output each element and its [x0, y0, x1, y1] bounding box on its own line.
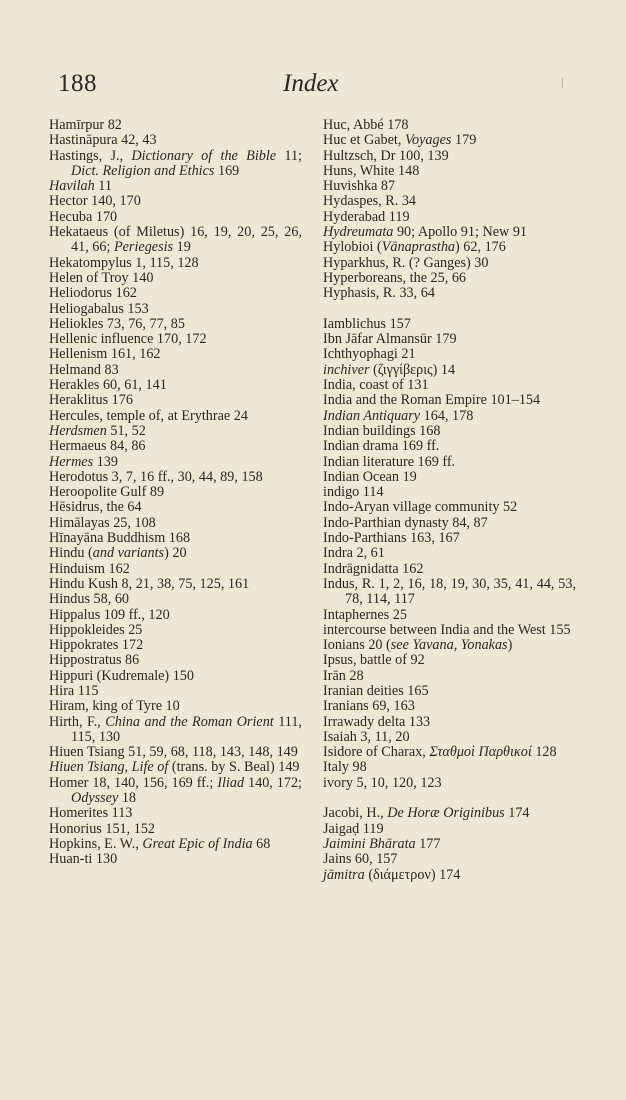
index-entry-italic-text: Dictionary of the Bible — [131, 147, 277, 164]
index-entry-text: Hīnayāna Buddhism 168 — [49, 530, 191, 547]
index-entry — [323, 806, 576, 821]
index-entry-text: Indra 2, 61 — [323, 545, 385, 562]
index-entry — [323, 699, 576, 714]
index-entry-text: Indian drama 169 ff. — [323, 438, 440, 455]
index-entry — [49, 715, 302, 746]
index-entry-text: Italy 98 — [323, 759, 367, 776]
index-entry — [49, 546, 302, 561]
index-entry — [49, 562, 302, 577]
index-entry-italic-text: Voyages — [404, 132, 452, 149]
index-entry — [49, 409, 302, 424]
index-entry — [323, 868, 576, 883]
index-entry — [49, 179, 302, 194]
index-entry — [323, 638, 576, 653]
index-entry-text: Hindu ( — [49, 545, 93, 562]
index-entry-text: 90; Apollo 91; New 91 — [393, 224, 528, 241]
index-entry-italic-text: Havilah — [49, 178, 95, 195]
index-entry-italic-text: Hydreumata — [323, 224, 394, 241]
index-entry-text: Iamblichus 157 — [323, 315, 411, 332]
index-entry — [323, 194, 576, 209]
index-entry — [323, 760, 576, 775]
index-entry-text: 179 — [451, 132, 477, 149]
index-entry-text: Indo-Parthian dynasty 84, 87 — [323, 514, 488, 531]
index-entry-text: Hector 140, 170 — [49, 193, 141, 210]
index-entry-italic-text: inchiver — [323, 361, 370, 378]
index-entry-text: Hastināpura 42, 43 — [49, 132, 157, 149]
index-entry-text: Hira 115 — [49, 682, 99, 699]
index-entry — [49, 806, 302, 821]
index-entry-text: 164, 178 — [420, 407, 474, 424]
index-entry-text: Irrawady delta 133 — [323, 713, 431, 730]
index-entry-text: Hylobioi ( — [323, 239, 382, 256]
index-column-left — [49, 118, 302, 868]
index-entry-text: intercourse between India and the West 155 — [323, 621, 571, 638]
index-entry — [323, 822, 576, 837]
index-entry — [49, 577, 302, 592]
index-entry — [49, 118, 302, 133]
index-entry — [323, 317, 576, 332]
index-entry — [49, 210, 302, 225]
index-entry — [49, 760, 302, 775]
index-entry-text: Hultzsch, Dr 100, 139 — [323, 147, 449, 164]
index-entry — [49, 684, 302, 699]
index-entry — [49, 424, 302, 439]
index-entry-italic-text: jāmitra — [323, 866, 365, 883]
index-entry — [323, 852, 576, 867]
index-entry-text: Hekataeus (of Miletus) 16, 19, 20, 25, 26, 41, 66; — [49, 224, 302, 256]
index-entry-italic-text: and variants — [92, 545, 165, 562]
index-entry — [323, 378, 576, 393]
index-entry-text: Hamīrpur 82 — [49, 117, 122, 133]
index-entry — [49, 699, 302, 714]
index-entry-text: Isidore of Charax, — [323, 744, 430, 761]
index-entry-text: Hyphasis, R. 33, 64 — [323, 285, 435, 302]
index-entry-text: Huc et Gabet, — [323, 132, 405, 149]
index-entry-text: Indo-Aryan village community 52 — [323, 499, 518, 516]
index-entry-text: Hyperboreans, the 25, 66 — [323, 269, 467, 286]
index-entry-text: 169 — [214, 162, 240, 179]
index-entry-text: Hirth, F., — [49, 713, 106, 730]
index-entry — [49, 837, 302, 852]
index-entry — [323, 608, 576, 623]
index-entry-italic-text: Vānaprastha — [381, 239, 456, 256]
index-entry — [49, 393, 302, 408]
index-entry — [323, 149, 576, 164]
index-entry-text: Hippalus 109 ff., 120 — [49, 606, 170, 623]
index-entry-text: ) — [507, 637, 513, 654]
index-entry-text: Heraklitus 176 — [49, 392, 133, 409]
running-title: Index — [283, 70, 339, 97]
index-entry — [323, 669, 576, 684]
index-entry-text: Indian literature 169 ff. — [323, 453, 456, 470]
index-entry-text: Intaphernes 25 — [323, 606, 407, 623]
index-entry-text: ivory 5, 10, 120, 123 — [323, 774, 442, 791]
index-entry-text: Hippokrates 172 — [49, 637, 144, 654]
index-entry-text: Heroopolite Gulf 89 — [49, 484, 165, 501]
index-entry — [49, 852, 302, 867]
index-entry-text: ) 20 — [164, 545, 187, 562]
index-entry-text: Hecuba 170 — [49, 208, 118, 225]
index-entry-text: 68 — [252, 835, 271, 852]
index-entry-text: 140, 172; — [244, 774, 302, 791]
section-gap — [323, 791, 576, 806]
index-entry-text: Heliodorus 162 — [49, 285, 137, 302]
index-entry — [49, 149, 302, 180]
index-entry — [49, 592, 302, 607]
index-entry — [323, 837, 576, 852]
index-entry-text: Hellenism 161, 162 — [49, 346, 161, 363]
index-entry — [323, 623, 576, 638]
index-entry-text: 177 — [415, 835, 441, 852]
index-entry-text: (trans. by S. Beal) 149 — [168, 759, 300, 776]
index-entry — [49, 653, 302, 668]
index-entry-text: Herakles 60, 61, 141 — [49, 377, 167, 394]
index-entry-text: India, coast of 131 — [323, 377, 429, 394]
index-entry-text: Helen of Troy 140 — [49, 269, 154, 286]
index-entry-text: Homerites 113 — [49, 805, 133, 822]
index-entry — [323, 485, 576, 500]
index-entry-text: Herodotus 3, 7, 16 ff., 30, 44, 89, 158 — [49, 468, 263, 485]
index-entry-text: Hindu Kush 8, 21, 38, 75, 125, 161 — [49, 575, 250, 592]
index-entry-text: Iranian deities 165 — [323, 682, 429, 699]
index-entry-text: 11 — [94, 178, 112, 195]
index-entry-text: Hekatompylus 1, 115, 128 — [49, 254, 199, 271]
index-entry-text: Homer 18, 140, 156, 169 ff.; — [49, 774, 218, 791]
index-entry-text: (διάμετρον) 174 — [364, 866, 461, 883]
index-entry — [49, 531, 302, 546]
index-entry — [49, 500, 302, 515]
index-entry — [49, 225, 302, 256]
index-entry-text: Huns, White 148 — [323, 162, 420, 179]
index-entry — [323, 393, 576, 408]
index-entry-italic-text: Great Epic of India — [142, 835, 253, 852]
index-entry — [49, 133, 302, 148]
index-entry-text: Irān 28 — [323, 667, 364, 684]
index-entry — [49, 363, 302, 378]
index-entry-text: Iranians 69, 163 — [323, 698, 415, 715]
index-entry — [323, 745, 576, 760]
index-entry-italic-text: Hiuen Tsiang, Life of — [49, 759, 169, 776]
index-entry — [323, 286, 576, 301]
index-entry-text: Hindus 58, 60 — [49, 591, 130, 608]
index-entry-italic-text: Herdsmen — [49, 422, 107, 439]
index-entry — [49, 669, 302, 684]
index-entry-text: Hastings, J., — [49, 147, 132, 164]
index-entry-italic-text: Indian Antiquary — [323, 407, 421, 424]
index-entry-text: Ipsus, battle of 92 — [323, 652, 425, 669]
index-entry-text: Ionians 20 ( — [323, 637, 391, 654]
index-entry-text: Hiuen Tsiang 51, 59, 68, 118, 143, 148, 149 — [49, 744, 298, 761]
index-entry-text: 128 — [531, 744, 557, 761]
index-entry-text: Huc, Abbé 178 — [323, 117, 409, 133]
index-entry-text: Hippokleides 25 — [49, 621, 143, 638]
index-entry-text: Honorius 151, 152 — [49, 820, 156, 837]
index-entry — [323, 225, 576, 240]
index-entry — [49, 608, 302, 623]
index-entry-italic-text: Jaimini Bhārata — [323, 835, 416, 852]
index-entry-text: Hēsidrus, the 64 — [49, 499, 142, 516]
index-entry — [323, 210, 576, 225]
index-entry-text: Ibn Jāfar Almansūr 179 — [323, 331, 457, 348]
index-entry-italic-text: Odyssey — [71, 790, 119, 807]
index-entry — [323, 118, 576, 133]
margin-mark — [562, 78, 563, 88]
index-entry — [323, 684, 576, 699]
index-entry — [49, 470, 302, 485]
index-entry-text: Indian buildings 168 — [323, 422, 441, 439]
index-entry-text: India and the Roman Empire 101–154 — [323, 392, 541, 409]
index-entry-text: 174 — [504, 805, 530, 822]
index-entry-text: Helmand 83 — [49, 361, 119, 378]
index-entry-italic-text: De Horæ Originibus — [387, 805, 505, 822]
index-entry — [323, 164, 576, 179]
index-entry-text: Jains 60, 157 — [323, 851, 398, 868]
index-entry — [323, 363, 576, 378]
index-entry — [323, 133, 576, 148]
index-entry-text: Hopkins, E. W., — [49, 835, 143, 852]
index-entry-text: 139 — [93, 453, 118, 470]
index-entry — [49, 745, 302, 760]
index-entry-text: Hyderabad 119 — [323, 208, 410, 225]
index-entry-italic-text: Iliad — [217, 774, 245, 791]
index-entry — [323, 577, 576, 608]
index-entry-text: indigo 114 — [323, 484, 384, 501]
index-entry — [323, 653, 576, 668]
index-entry-text: Hydaspes, R. 34 — [323, 193, 417, 210]
index-entry — [49, 256, 302, 271]
index-entry — [323, 455, 576, 470]
index-entry-italic-text: Periegesis — [113, 239, 174, 256]
index-entry — [49, 271, 302, 286]
index-entry — [323, 531, 576, 546]
index-entry — [49, 623, 302, 638]
index-entry-text: 51, 52 — [106, 422, 146, 439]
index-entry — [49, 776, 302, 807]
index-entry-text: Indrāgnidatta 162 — [323, 560, 424, 577]
index-entry-italic-text: Hermes — [49, 453, 94, 470]
index-entry — [49, 822, 302, 837]
index-entry-text: (ζιγγίβερις) 14 — [369, 361, 456, 378]
index-entry-text: Hippuri (Kudremale) 150 — [49, 667, 194, 684]
index-entry-text: Indo-Parthians 163, 167 — [323, 530, 460, 547]
index-entry — [49, 194, 302, 209]
index-entry-text: Hermaeus 84, 86 — [49, 438, 146, 455]
index-column-right — [323, 118, 576, 883]
index-entry-text: Jaigaḍ 119 — [323, 820, 384, 837]
index-entry — [49, 516, 302, 531]
index-entry — [49, 347, 302, 362]
index-entry — [323, 424, 576, 439]
index-entry — [323, 546, 576, 561]
index-entry-text: Hinduism 162 — [49, 560, 130, 577]
index-entry-italic-text: see Yavana, Yonakas — [390, 637, 508, 654]
index-entry-text: Indian Ocean 19 — [323, 468, 417, 485]
index-entry — [323, 470, 576, 485]
index-entry-text: Himālayas 25, 108 — [49, 514, 156, 531]
index-entry — [323, 179, 576, 194]
index-entry — [49, 317, 302, 332]
page-number: 188 — [58, 70, 97, 97]
index-entry-text: Hippostratus 86 — [49, 652, 140, 669]
index-entry — [323, 256, 576, 271]
index-entry — [323, 332, 576, 347]
index-entry — [323, 516, 576, 531]
index-entry-text: 18 — [118, 790, 137, 807]
index-entry-text: Isaiah 3, 11, 20 — [323, 728, 410, 745]
index-entry — [323, 562, 576, 577]
index-entry — [49, 455, 302, 470]
index-entry — [323, 776, 576, 791]
index-entry-text: 19 — [173, 239, 191, 256]
index-entry — [323, 409, 576, 424]
index-entry-text: Heliogabalus 153 — [49, 300, 149, 317]
section-gap — [323, 302, 576, 317]
index-entry — [323, 500, 576, 515]
index-entry — [49, 439, 302, 454]
index-entry-text: 11; — [276, 147, 302, 164]
index-entry-text: Hellenic influence 170, 172 — [49, 331, 207, 348]
index-entry-text: Jacobi, H., — [323, 805, 388, 822]
index-entry — [49, 332, 302, 347]
index-entry-text: Heliokles 73, 76, 77, 85 — [49, 315, 185, 332]
index-entry-italic-text: Σταθμοὶ Παρθικοί — [429, 744, 532, 761]
index-entry-text: Huan-ti 130 — [49, 851, 118, 868]
index-entry — [323, 240, 576, 255]
index-entry-text: Ichthyophagi 21 — [323, 346, 416, 363]
index-entry-text: Hercules, temple of, at Erythrae 24 — [49, 407, 248, 424]
index-entry — [49, 638, 302, 653]
index-entry-text: Hyparkhus, R. (? Ganges) 30 — [323, 254, 489, 271]
index-entry — [323, 439, 576, 454]
index-entry — [49, 378, 302, 393]
index-entry-text: ) 62, 176 — [455, 239, 506, 256]
index-entry — [49, 302, 302, 317]
index-entry-text: Indus, R. 1, 2, 16, 18, 19, 30, 35, 41, 44, 53, 78, 114, 117 — [323, 575, 576, 608]
index-entry — [323, 347, 576, 362]
index-entry-text: 111, 115, 130 — [71, 713, 302, 745]
index-entry — [323, 271, 576, 286]
index-entry-italic-text: Dict. Religion and Ethics — [71, 162, 215, 179]
index-entry-text: Hiram, king of Tyre 10 — [49, 698, 180, 715]
index-entry-text: Huvishka 87 — [323, 178, 396, 195]
index-entry — [323, 730, 576, 745]
index-entry — [49, 286, 302, 301]
index-entry — [49, 485, 302, 500]
index-entry-italic-text: China and the Roman Orient — [105, 713, 274, 730]
index-entry — [323, 715, 576, 730]
